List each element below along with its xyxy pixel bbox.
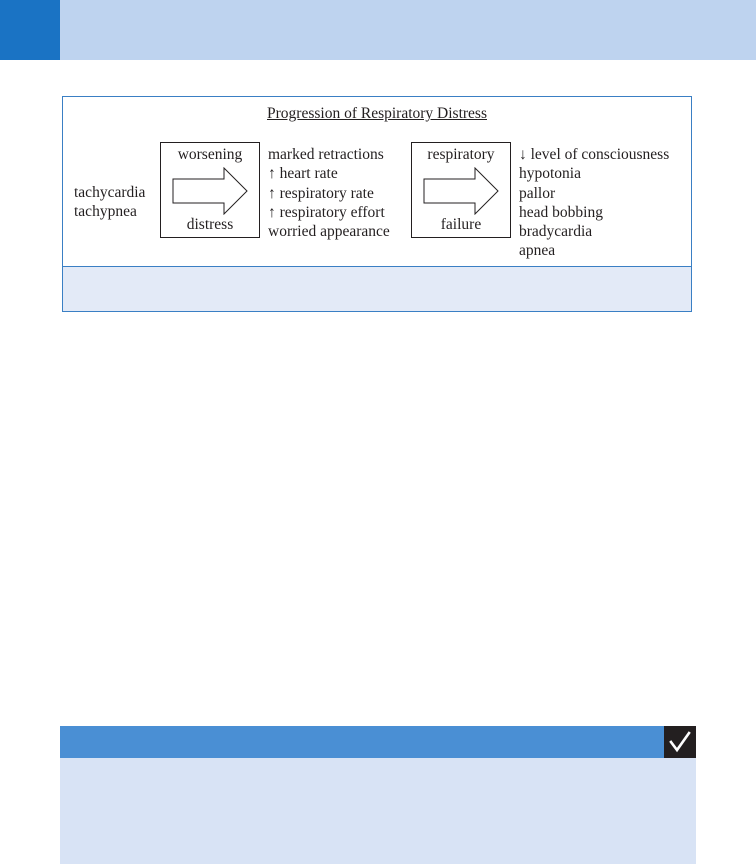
list-item: ↑ respiratory rate bbox=[268, 184, 374, 202]
callout-box bbox=[60, 726, 696, 864]
list-item: tachycardia bbox=[74, 184, 146, 201]
list-item: bradycardia bbox=[519, 223, 593, 241]
list-item: head bobbing bbox=[519, 203, 603, 221]
transition-bottom-label: distress bbox=[186, 216, 234, 233]
list-item: worried appearance bbox=[268, 223, 390, 241]
distress-signs-list bbox=[268, 145, 390, 241]
worsening-distress-box bbox=[160, 142, 260, 238]
list-item: ↑ respiratory effort bbox=[268, 203, 385, 221]
callout-header bbox=[60, 726, 696, 758]
failure-signs-list bbox=[519, 145, 669, 261]
figure-caption bbox=[63, 266, 691, 311]
transition-top-label: respiratory bbox=[427, 146, 495, 163]
list-item: apnea bbox=[519, 242, 556, 260]
checkmark-badge bbox=[664, 726, 696, 758]
list-item: ↑ heart rate bbox=[268, 165, 338, 183]
checkmark-icon bbox=[668, 730, 692, 754]
figure-box bbox=[62, 96, 692, 312]
list-item: hypotonia bbox=[519, 165, 581, 183]
list-item: ↓ level of consciousness bbox=[519, 146, 670, 163]
initial-signs-list bbox=[74, 183, 145, 222]
list-item: pallor bbox=[519, 184, 556, 202]
transition-top-label: worsening bbox=[177, 146, 243, 163]
transition-bottom-label: failure bbox=[440, 216, 482, 233]
right-arrow-icon bbox=[172, 167, 248, 215]
respiratory-failure-box bbox=[411, 142, 511, 238]
page-header-tab bbox=[0, 0, 60, 60]
figure-title: Progression of Respiratory Distress bbox=[267, 105, 487, 122]
right-arrow-icon bbox=[423, 167, 499, 215]
list-item: tachypnea bbox=[74, 203, 137, 221]
page-header-band bbox=[0, 0, 756, 60]
list-item: marked retractions bbox=[268, 146, 384, 163]
